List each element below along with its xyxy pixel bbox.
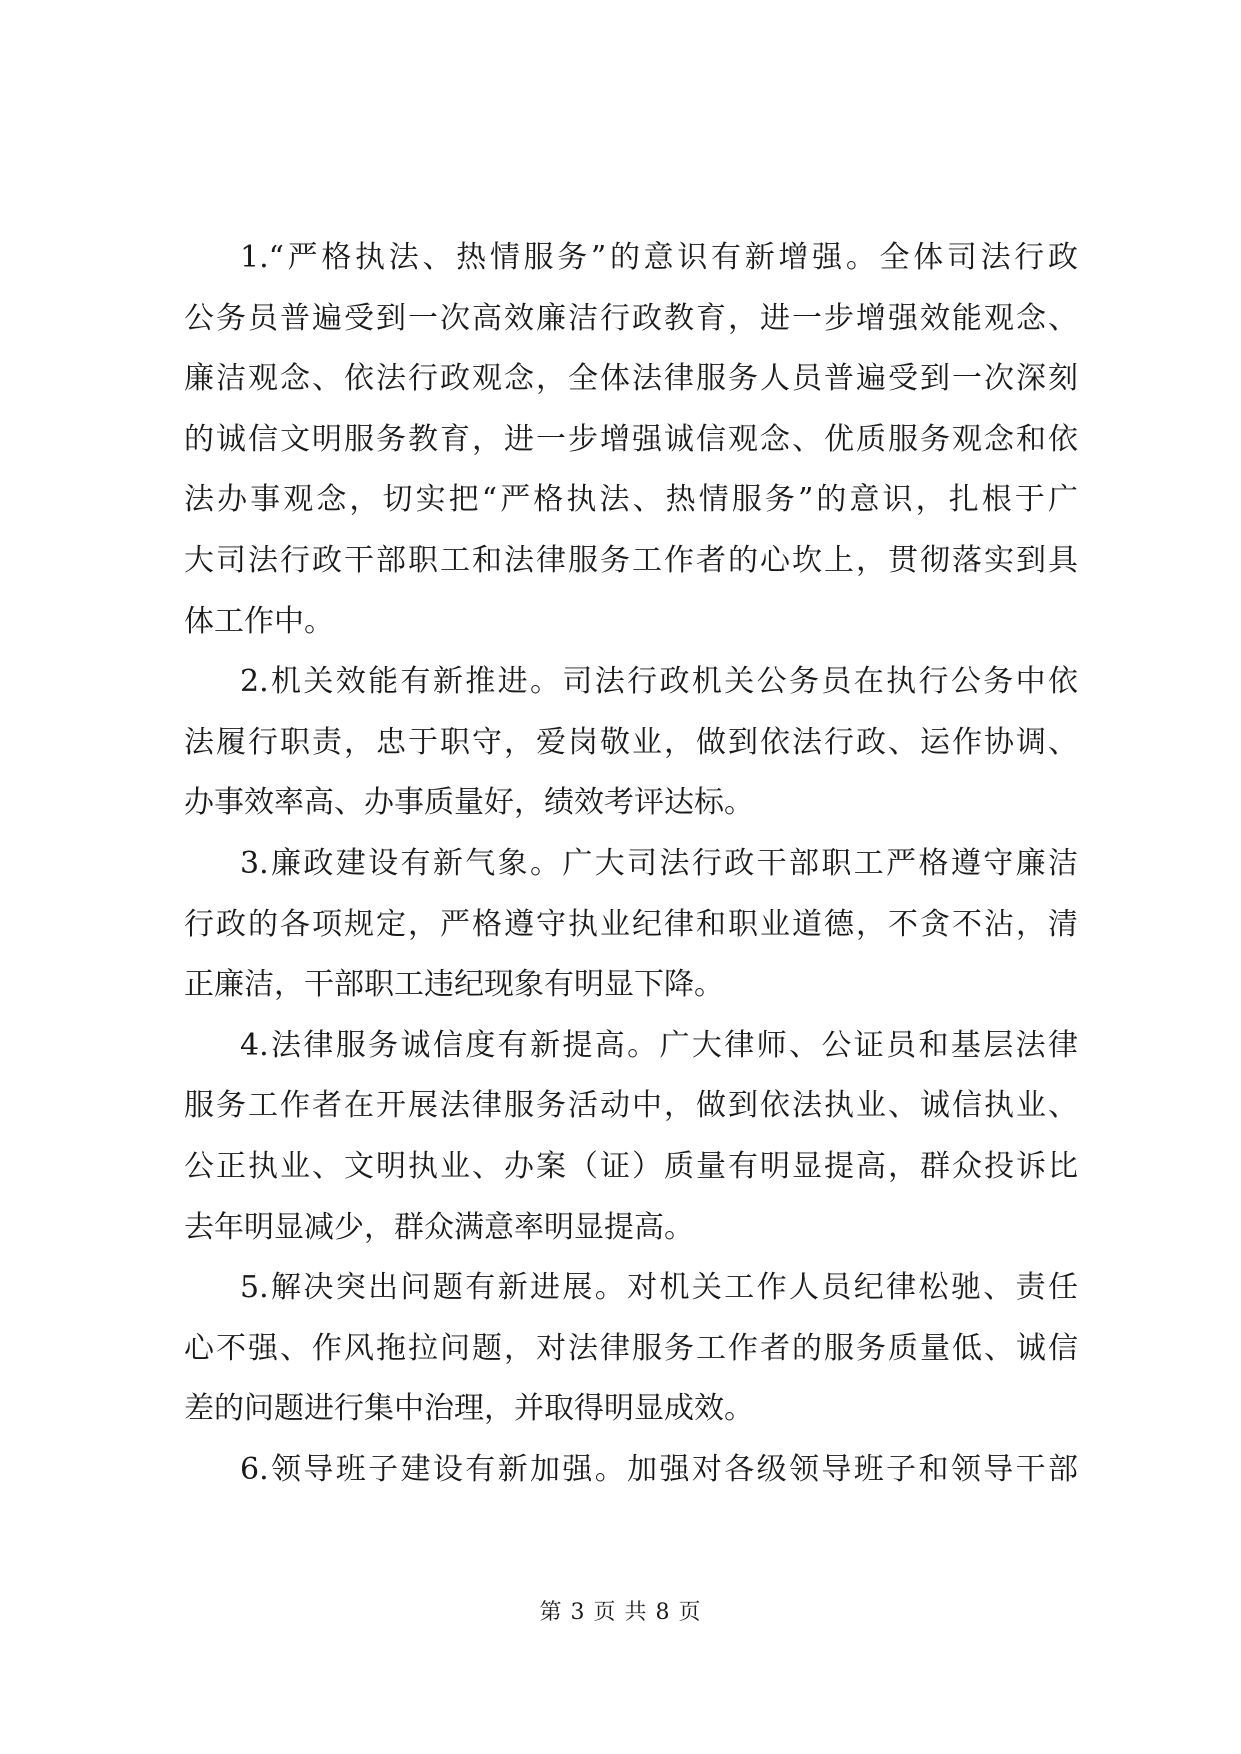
- text-line: 办事效率高、办事质量好，绩效考评达标。: [184, 785, 754, 821]
- text-line: 4.法律服务诚信度有新提高。广大律师、公证员和基层法律: [240, 1027, 1078, 1063]
- text-line: 服务工作者在开展法律服务活动中，做到依法执业、诚信执业、: [184, 1088, 1078, 1124]
- text-line: 大司法行政干部职工和法律服务工作者的心坎上，贯彻落实到具: [184, 542, 1078, 578]
- text-line: 公正执业、文明执业、办案（证）质量有明显提高，群众投诉比: [184, 1148, 1078, 1184]
- text-line: 去年明显减少，群众满意率明显提高。: [184, 1209, 694, 1245]
- text-line: 行政的各项规定，严格遵守执业纪律和职业道德，不贪不沾，清: [184, 906, 1078, 942]
- text-line: 6.领导班子建设有新加强。加强对各级领导班子和领导干部: [240, 1451, 1078, 1487]
- text-line: 体工作中。: [184, 603, 334, 639]
- text-line: 心不强、作风拖拉问题，对法律服务工作者的服务质量低、诚信: [184, 1330, 1078, 1366]
- text-line: 的诚信文明服务教育，进一步增强诚信观念、优质服务观念和依: [184, 421, 1078, 457]
- text-line: 正廉洁，干部职工违纪现象有明显下降。: [184, 967, 724, 1003]
- text-line: 公务员普遍受到一次高效廉洁行政教育，进一步增强效能观念、: [184, 300, 1078, 336]
- text-line: 法办事观念，切实把“严格执法、热情服务”的意识，扎根于广: [184, 482, 1078, 518]
- text-line: 法履行职责，忠于职守，爱岗敬业，做到依法行政、运作协调、: [184, 724, 1078, 760]
- text-line: 5.解决突出问题有新进展。对机关工作人员纪律松驰、责任: [240, 1270, 1078, 1306]
- document-body: [184, 228, 1078, 1500]
- text-line: 差的问题进行集中治理，并取得明显成效。: [184, 1391, 754, 1427]
- page-footer: 第 3 页 共 8 页: [539, 1600, 702, 1625]
- text-line: 廉洁观念、依法行政观念，全体法律服务人员普遍受到一次深刻: [184, 361, 1078, 397]
- text-line: 2.机关效能有新推进。司法行政机关公务员在执行公务中依: [240, 664, 1078, 700]
- text-line: 1.“严格执法、热情服务”的意识有新增强。全体司法行政: [240, 240, 1078, 275]
- text-line: 3.廉政建设有新气象。广大司法行政干部职工严格遵守廉洁: [240, 845, 1078, 881]
